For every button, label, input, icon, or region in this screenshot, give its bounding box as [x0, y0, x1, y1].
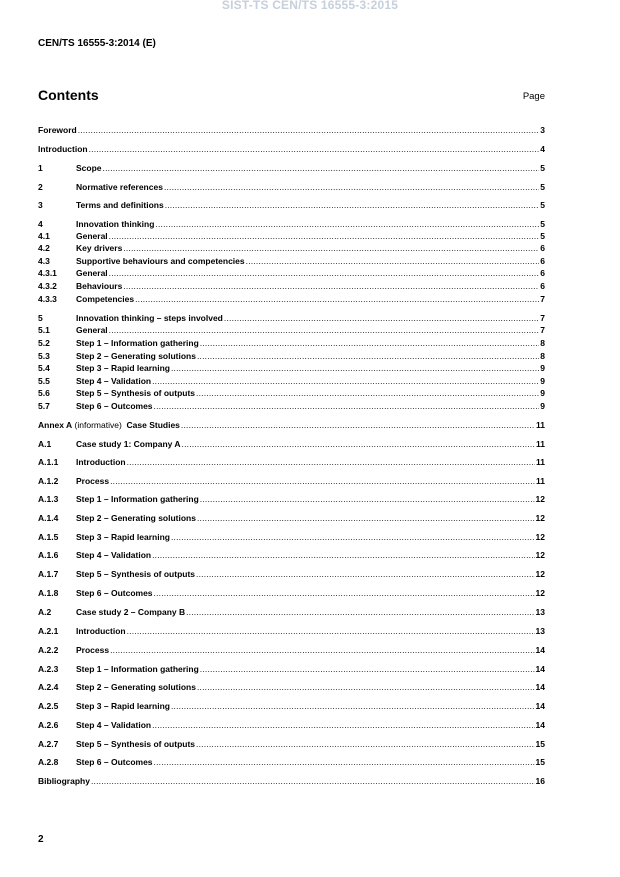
toc-entry[interactable]: [38, 125, 545, 137]
toc-entry[interactable]: [38, 626, 545, 638]
dot-leader: [200, 338, 539, 348]
dot-leader: [197, 682, 535, 692]
dot-leader: [186, 607, 534, 617]
toc-entry-title: Step 2 – Generating solutions: [76, 351, 196, 361]
toc-entry[interactable]: [38, 163, 545, 175]
toc-entry[interactable]: [38, 664, 545, 676]
toc-entry-title: Case study 2 – Company B: [76, 607, 186, 617]
page-number: 2: [38, 834, 44, 845]
toc-entry-number: A.1.8: [38, 588, 59, 598]
toc-entry[interactable]: [38, 513, 545, 525]
dot-leader: [197, 513, 535, 523]
toc-entry-page: 8: [540, 338, 545, 348]
dot-leader: [224, 313, 539, 323]
toc-entry-title: Competencies: [76, 294, 135, 304]
toc-entry[interactable]: [38, 588, 545, 600]
dot-leader: [171, 701, 535, 711]
toc-entry-title: Foreword: [38, 125, 77, 135]
toc-entry-page: 9: [540, 376, 545, 386]
toc-entry-page: 14: [535, 645, 545, 655]
dot-leader: [154, 757, 535, 767]
toc-entry-page: 5: [540, 231, 545, 241]
toc-entry-title: Step 4 – Validation: [76, 550, 152, 560]
toc-entry[interactable]: [38, 376, 545, 388]
toc-entry-title: Step 3 – Rapid learning: [76, 532, 170, 542]
toc-entry-page: 15: [535, 739, 545, 749]
toc-entry-page: 12: [535, 513, 545, 523]
toc-entry-number: A.1.3: [38, 494, 59, 504]
toc-entry[interactable]: [38, 281, 545, 293]
toc-entry-page: 14: [535, 664, 545, 674]
toc-entry-title: Step 1 – Information gathering: [76, 338, 199, 348]
toc-entry-number: 5.1: [38, 325, 50, 335]
toc-entry-page: 14: [535, 682, 545, 692]
toc-entry[interactable]: [38, 401, 545, 413]
toc-entry-page: 12: [535, 494, 545, 504]
toc-entry-number: 5.3: [38, 351, 50, 361]
dot-leader: [110, 645, 534, 655]
toc-entry[interactable]: [38, 219, 545, 231]
toc-entry-number: A.2.1: [38, 626, 59, 636]
toc-entry[interactable]: [38, 439, 545, 451]
dot-leader: [181, 420, 535, 430]
toc-entry-title: Normative references: [76, 182, 163, 192]
toc-entry-title: Process: [76, 645, 110, 655]
toc-entry-title: Step 4 – Validation: [76, 376, 152, 386]
dot-leader: [123, 243, 539, 253]
dot-leader: [78, 125, 540, 135]
toc-entry[interactable]: [38, 200, 545, 212]
toc-entry-number: 4.3.2: [38, 281, 57, 291]
toc-entry-title: Step 5 – Synthesis of outputs: [76, 388, 196, 398]
toc-entry[interactable]: [38, 351, 545, 363]
toc-entry[interactable]: [38, 256, 545, 268]
dot-leader: [89, 144, 540, 154]
toc-entry-title: Introduction: [76, 457, 126, 467]
toc-entry-title: Step 4 – Validation: [76, 720, 152, 730]
toc-entry-page: 11: [536, 457, 545, 467]
toc-entry[interactable]: [38, 144, 545, 156]
toc-entry-number: A.1.6: [38, 550, 59, 560]
dot-leader: [197, 351, 539, 361]
toc-entry-title: Bibliography: [38, 776, 90, 786]
toc-entry-number: A.2.3: [38, 664, 59, 674]
toc-entry-number: A.2.6: [38, 720, 59, 730]
toc-entry-number: 5.4: [38, 363, 50, 373]
toc-entry-number: 4.3.1: [38, 268, 57, 278]
toc-entry[interactable]: [38, 476, 545, 488]
toc-entry[interactable]: [38, 268, 545, 280]
toc-entry-page: 5: [540, 163, 545, 173]
toc-entry[interactable]: [38, 532, 545, 544]
toc-entry-number: 4.1: [38, 231, 50, 241]
dot-leader: [155, 219, 539, 229]
toc-entry[interactable]: [38, 720, 545, 732]
toc-entry-number: 5.5: [38, 376, 50, 386]
toc-entry-page: 5: [540, 200, 545, 210]
toc-entry-title: Step 2 – Generating solutions: [76, 682, 196, 692]
toc-entry-page: 6: [540, 256, 545, 266]
dot-leader: [127, 626, 535, 636]
toc-entry[interactable]: [38, 776, 545, 788]
dot-leader: [110, 476, 535, 486]
toc-entry-page: 11: [536, 476, 545, 486]
toc-entry-number: 5.6: [38, 388, 50, 398]
toc-entry-title: Step 3 – Rapid learning: [76, 701, 170, 711]
toc-entry-page: 14: [535, 701, 545, 711]
dot-leader: [123, 281, 539, 291]
dot-leader: [182, 439, 535, 449]
toc-entry-number: 5: [38, 313, 43, 323]
toc-entry-number: 5.7: [38, 401, 50, 411]
toc-entry-page: 8: [540, 351, 545, 361]
dot-leader: [152, 550, 534, 560]
dot-leader: [109, 325, 540, 335]
toc-entry[interactable]: [38, 457, 545, 469]
toc-entry-number: A.2.7: [38, 739, 59, 749]
toc-entry-page: 12: [535, 550, 545, 560]
toc-entry-title: Step 5 – Synthesis of outputs: [76, 569, 196, 579]
toc-entry-title: Step 5 – Synthesis of outputs: [76, 739, 196, 749]
toc-entry[interactable]: [38, 757, 545, 769]
toc-entry-title: Step 2 – Generating solutions: [76, 513, 196, 523]
toc-entry-number: 2: [38, 182, 43, 192]
page-column-heading: Page: [522, 91, 545, 102]
toc-entry-number: A.1.1: [38, 457, 59, 467]
toc-entry-page: 3: [540, 125, 545, 135]
toc-entry-title: Introduction: [76, 626, 126, 636]
toc-entry-page: 7: [540, 313, 545, 323]
toc-entry-title: Process: [76, 476, 110, 486]
dot-leader: [200, 664, 535, 674]
toc-entry-title: Step 6 – Outcomes: [76, 401, 153, 411]
toc-entry-title: General: [76, 325, 108, 335]
toc-entry[interactable]: [38, 313, 545, 325]
toc-entry-page: 14: [535, 720, 545, 730]
dot-leader: [109, 231, 540, 241]
toc-entry-page: 12: [535, 588, 545, 598]
dot-leader: [165, 200, 540, 210]
toc-entry-number: A.2.5: [38, 701, 59, 711]
dot-leader: [171, 532, 535, 542]
dot-leader: [154, 401, 540, 411]
toc-entry-number: A.2.8: [38, 757, 59, 767]
toc-entry-title: Scope: [76, 163, 102, 173]
toc-entry[interactable]: [38, 701, 545, 713]
toc-entry-title: Step 6 – Outcomes: [76, 588, 153, 598]
dot-leader: [127, 457, 535, 467]
toc-entry[interactable]: [38, 231, 545, 243]
dot-leader: [103, 163, 540, 173]
toc-entry-number: 5.2: [38, 338, 50, 348]
toc-entry-number: A.2: [38, 607, 52, 617]
toc-entry-title: Key drivers: [76, 243, 123, 253]
toc-entry[interactable]: [38, 182, 545, 194]
toc-entry-number: 4.2: [38, 243, 50, 253]
toc-entry[interactable]: [38, 569, 545, 581]
toc-entry-page: 11: [536, 439, 545, 449]
toc-entry-title: Step 6 – Outcomes: [76, 757, 153, 767]
dot-leader: [91, 776, 535, 786]
toc-entry-number: A.1.2: [38, 476, 59, 486]
toc-entry-page: 9: [540, 388, 545, 398]
toc-entry-page: 12: [535, 569, 545, 579]
toc-entry-number: 4.3: [38, 256, 50, 266]
toc-entry-page: 9: [540, 363, 545, 373]
toc-entry-title: General: [76, 231, 108, 241]
toc-entry-number: A.1.5: [38, 532, 59, 542]
dot-leader: [152, 720, 534, 730]
dot-leader: [109, 268, 540, 278]
toc-entry-page: 5: [540, 219, 545, 229]
toc-entry[interactable]: [38, 494, 545, 506]
toc-entry-number: A.1.4: [38, 513, 59, 523]
toc-entry-page: 7: [540, 325, 545, 335]
toc-entry-page: 7: [540, 294, 545, 304]
toc-entry-page: 5: [540, 182, 545, 192]
toc-entry-title: Annex A: [38, 420, 73, 430]
toc-entry-title: Behaviours: [76, 281, 123, 291]
toc-entry-title: Step 3 – Rapid learning: [76, 363, 170, 373]
toc-entry[interactable]: [38, 739, 545, 751]
dot-leader: [152, 376, 539, 386]
toc-entry[interactable]: [38, 420, 545, 432]
toc-entry-page: 13: [535, 626, 545, 636]
toc-entry-number: A.2.4: [38, 682, 59, 692]
dot-leader: [171, 363, 539, 373]
toc-entry-title: Innovation thinking – steps involved: [76, 313, 223, 323]
toc-entry-title: General: [76, 268, 108, 278]
toc-entry[interactable]: [38, 294, 545, 306]
toc-entry-page: 15: [535, 757, 545, 767]
toc-entry[interactable]: [38, 682, 545, 694]
document-reference: CEN/TS 16555-3:2014 (E): [38, 38, 156, 49]
watermark: SIST-TS CEN/TS 16555-3:2015: [221, 0, 399, 12]
toc-entry-title: Step 1 – Information gathering: [76, 494, 199, 504]
toc-entry[interactable]: [38, 550, 545, 562]
toc-entry-number: A.1.7: [38, 569, 59, 579]
toc-entry[interactable]: [38, 338, 545, 350]
toc-entry-page: 6: [540, 243, 545, 253]
toc-entry-annex-title: Case Studies: [126, 420, 180, 430]
toc-entry-number: 3: [38, 200, 43, 210]
toc-entry-title: Case study 1: Company A: [76, 439, 181, 449]
dot-leader: [196, 569, 535, 579]
toc-entry-title: Step 1 – Information gathering: [76, 664, 199, 674]
toc-entry-title: Innovation thinking: [76, 219, 155, 229]
toc-entry-page: 9: [540, 401, 545, 411]
toc-entry-number: A.2.2: [38, 645, 59, 655]
dot-leader: [164, 182, 539, 192]
dot-leader: [154, 588, 535, 598]
contents-title: Contents: [38, 87, 99, 103]
toc-entry-title: Introduction: [38, 144, 88, 154]
toc-entry-number: 4.3.3: [38, 294, 57, 304]
toc-entry-title: Supportive behaviours and competencies: [76, 256, 245, 266]
toc-entry-number: 1: [38, 163, 43, 173]
dot-leader: [196, 388, 539, 398]
toc-entry[interactable]: [38, 607, 545, 619]
toc-entry[interactable]: [38, 363, 545, 375]
toc-entry-page: 13: [535, 607, 545, 617]
toc-entry-page: 6: [540, 281, 545, 291]
toc-entry-title: Terms and definitions: [76, 200, 164, 210]
dot-leader: [196, 739, 535, 749]
toc-entry-page: 4: [540, 144, 545, 154]
toc-entry-number: 4: [38, 219, 43, 229]
dot-leader: [200, 494, 535, 504]
toc-entry-page: 16: [535, 776, 545, 786]
toc-entry-page: 12: [535, 532, 545, 542]
toc-entry-number: A.1: [38, 439, 52, 449]
toc-entry-annex-type: (informative): [74, 420, 122, 430]
toc-entry-page: 6: [540, 268, 545, 278]
toc-entry[interactable]: [38, 645, 545, 657]
toc-entry[interactable]: [38, 243, 545, 255]
dot-leader: [135, 294, 539, 304]
toc-entry-page: 11: [536, 420, 545, 430]
toc-entry[interactable]: [38, 388, 545, 400]
toc-entry[interactable]: [38, 325, 545, 337]
dot-leader: [246, 256, 540, 266]
